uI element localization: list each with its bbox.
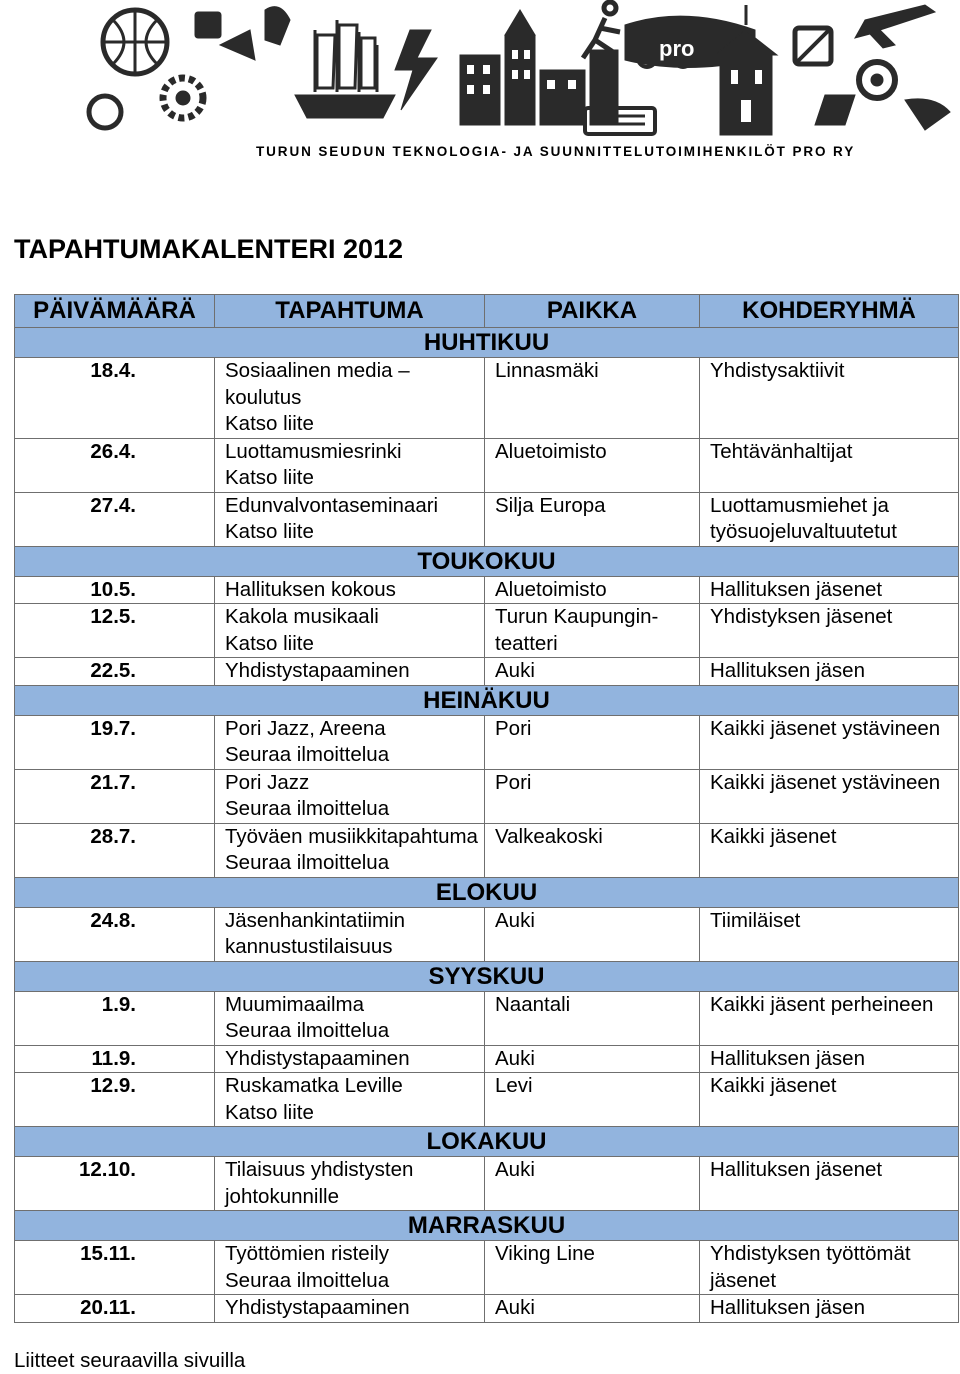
event-date: 15.11. — [15, 1241, 215, 1295]
month-row — [15, 1211, 959, 1241]
month-row — [15, 328, 959, 358]
event-name: Työväen musiikkitapahtuma — [225, 824, 478, 848]
event-date: 22.5. — [15, 658, 215, 686]
event-name: Ruskamatka Leville — [225, 1074, 403, 1097]
event-note: Seuraa ilmoittelua — [225, 743, 390, 766]
event-cell — [215, 1295, 485, 1323]
event-date: 27.4. — [15, 492, 215, 546]
event-name: Edunvalvontaseminaari — [225, 493, 439, 517]
event-cell — [215, 576, 485, 604]
event-target-group: Kaikki jäsenet ystävineen — [700, 715, 959, 769]
event-target-group: Hallituksen jäsenet — [700, 576, 959, 604]
event-target-group: Hallituksen jäsenet — [700, 1157, 959, 1211]
event-target-group: Yhdistysaktiivit — [700, 358, 959, 439]
month-row — [15, 546, 959, 576]
event-target-group: Kaikki jäsenet ystävineen — [700, 769, 959, 823]
table-row — [15, 1073, 959, 1127]
event-place: Aluetoimisto — [485, 576, 700, 604]
event-date: 18.4. — [15, 358, 215, 439]
event-cell — [215, 438, 485, 492]
table-row — [15, 358, 959, 439]
event-place: Auki — [485, 1045, 700, 1073]
event-cell — [215, 769, 485, 823]
table-row — [15, 1157, 959, 1211]
month-row — [15, 961, 959, 991]
table-row — [15, 1295, 959, 1323]
event-date: 24.8. — [15, 907, 215, 961]
event-place: Viking Line — [485, 1241, 700, 1295]
event-place: Pori — [485, 769, 700, 823]
event-note: Seuraa ilmoittelua — [225, 1019, 390, 1042]
event-date: 10.5. — [15, 576, 215, 604]
column-header-date: PÄIVÄMÄÄRÄ — [15, 295, 215, 328]
event-target-group: Tehtävänhaltijat — [700, 438, 959, 492]
month-row — [15, 685, 959, 715]
month-heading: HEINÄKUU — [15, 685, 959, 715]
event-target-group: Kaikki jäsenet — [700, 823, 959, 877]
event-target-group: Yhdistyksen jäsenet — [700, 604, 959, 658]
table-row — [15, 1241, 959, 1295]
column-header-event: TAPAHTUMA — [215, 295, 485, 328]
table-row — [15, 576, 959, 604]
month-heading: ELOKUU — [15, 877, 959, 907]
event-target-group: Hallituksen jäsen — [700, 1295, 959, 1323]
event-cell — [215, 1241, 485, 1295]
event-name: Sosiaalinen media – koulutus — [225, 359, 410, 409]
header-banner-illustration — [65, 0, 960, 145]
event-cell — [215, 492, 485, 546]
event-note: Katso liite — [225, 466, 314, 489]
event-name: Työttömien risteily — [225, 1242, 390, 1265]
event-name: Kakola musikaali — [225, 605, 379, 628]
month-heading: MARRASKUU — [15, 1211, 959, 1241]
event-name: Pori Jazz, Areena — [225, 716, 386, 740]
event-place: Aluetoimisto — [485, 438, 700, 492]
event-target-group: Yhdistyksen työttömät jäsenet — [700, 1241, 959, 1295]
event-cell — [215, 1045, 485, 1073]
table-row — [15, 1045, 959, 1073]
month-heading: LOKAKUU — [15, 1127, 959, 1157]
event-target-group: Tiimiläiset — [700, 907, 959, 961]
event-place: Auki — [485, 658, 700, 686]
event-name: Tilaisuus yhdistysten johtokunnille — [225, 1158, 414, 1208]
event-name: Yhdistystapaaminen — [225, 659, 410, 682]
column-header-place: PAIKKA — [485, 295, 700, 328]
month-heading: HUHTIKUU — [15, 328, 959, 358]
event-note: Katso liite — [225, 1100, 314, 1124]
event-date: 12.9. — [15, 1073, 215, 1127]
table-row — [15, 438, 959, 492]
event-date: 11.9. — [15, 1045, 215, 1073]
event-date: 19.7. — [15, 715, 215, 769]
table-row — [15, 769, 959, 823]
event-place: Levi — [485, 1073, 700, 1127]
event-date: 20.11. — [15, 1295, 215, 1323]
event-place: Linnasmäki — [485, 358, 700, 439]
event-date: 12.5. — [15, 604, 215, 658]
event-target-group: Kaikki jäsent perheineen — [700, 991, 959, 1045]
table-row — [15, 604, 959, 658]
attachments-note: Liitteet seuraavilla sivuilla — [14, 1349, 246, 1372]
event-cell — [215, 823, 485, 877]
event-name: Luottamusmiesrinki — [225, 439, 402, 463]
event-cell — [215, 715, 485, 769]
event-cell — [215, 991, 485, 1045]
event-name: Pori Jazz — [225, 770, 310, 794]
ship-icon — [295, 20, 395, 118]
event-target-group: Hallituksen jäsen — [700, 658, 959, 686]
event-cell — [215, 1073, 485, 1127]
event-calendar-table — [14, 294, 959, 1323]
event-place: Auki — [485, 907, 700, 961]
event-place: Auki — [485, 1295, 700, 1323]
event-date: 26.4. — [15, 438, 215, 492]
event-note: Seuraa ilmoittelua — [225, 1268, 390, 1292]
table-header-row — [15, 295, 959, 328]
event-place: Auki — [485, 1157, 700, 1211]
month-row — [15, 877, 959, 907]
event-note: Seuraa ilmoittelua — [225, 797, 390, 820]
event-name: Yhdistystapaaminen — [225, 1296, 410, 1319]
event-note: Katso liite — [225, 631, 314, 655]
organization-name: TURUN SEUDUN TEKNOLOGIA- JA SUUNNITTELUTOIMIHENKILÖT PRO RY — [256, 144, 856, 159]
event-cell — [215, 658, 485, 686]
table-row — [15, 907, 959, 961]
table-row — [15, 715, 959, 769]
event-name: Yhdistystapaaminen — [225, 1046, 410, 1070]
calendar-body — [15, 328, 959, 1323]
table-row — [15, 991, 959, 1045]
month-heading: SYYSKUU — [15, 961, 959, 991]
event-note: Katso liite — [225, 520, 314, 543]
event-target-group: Hallituksen jäsen — [700, 1045, 959, 1073]
column-header-target-group: KOHDERYHMÄ — [700, 295, 959, 328]
event-date: 12.10. — [15, 1157, 215, 1211]
event-name: Jäsenhankintatiimin kannustustilaisuus — [225, 908, 406, 958]
event-name: Muumimaailma — [225, 992, 364, 1016]
airplane-icon — [855, 5, 935, 48]
event-cell — [215, 907, 485, 961]
event-target-group: Luottamusmiehet ja työsuojeluvaltuutetut — [700, 492, 959, 546]
event-cell — [215, 358, 485, 439]
event-place: Turun Kaupungin-teatteri — [485, 604, 700, 658]
event-place: Silja Europa — [485, 492, 700, 546]
event-target-group: Kaikki jäsenet — [700, 1073, 959, 1127]
event-date: 28.7. — [15, 823, 215, 877]
event-cell — [215, 604, 485, 658]
event-note: Seuraa ilmoittelua — [225, 851, 390, 874]
event-name: Hallituksen kokous — [225, 577, 396, 601]
event-cell — [215, 1157, 485, 1211]
event-date: 1.9. — [15, 991, 215, 1045]
event-place: Valkeakoski — [485, 823, 700, 877]
month-heading: TOUKOKUU — [15, 546, 959, 576]
event-date: 21.7. — [15, 769, 215, 823]
pro-logo-text: pro — [659, 36, 695, 61]
page-title: TAPAHTUMAKALENTERI 2012 — [14, 234, 404, 264]
event-place: Pori — [485, 715, 700, 769]
table-row — [15, 823, 959, 877]
lightning-icon — [395, 30, 437, 110]
table-row — [15, 492, 959, 546]
event-note: Katso liite — [225, 412, 314, 435]
table-row — [15, 658, 959, 686]
month-row — [15, 1127, 959, 1157]
event-place: Naantali — [485, 991, 700, 1045]
